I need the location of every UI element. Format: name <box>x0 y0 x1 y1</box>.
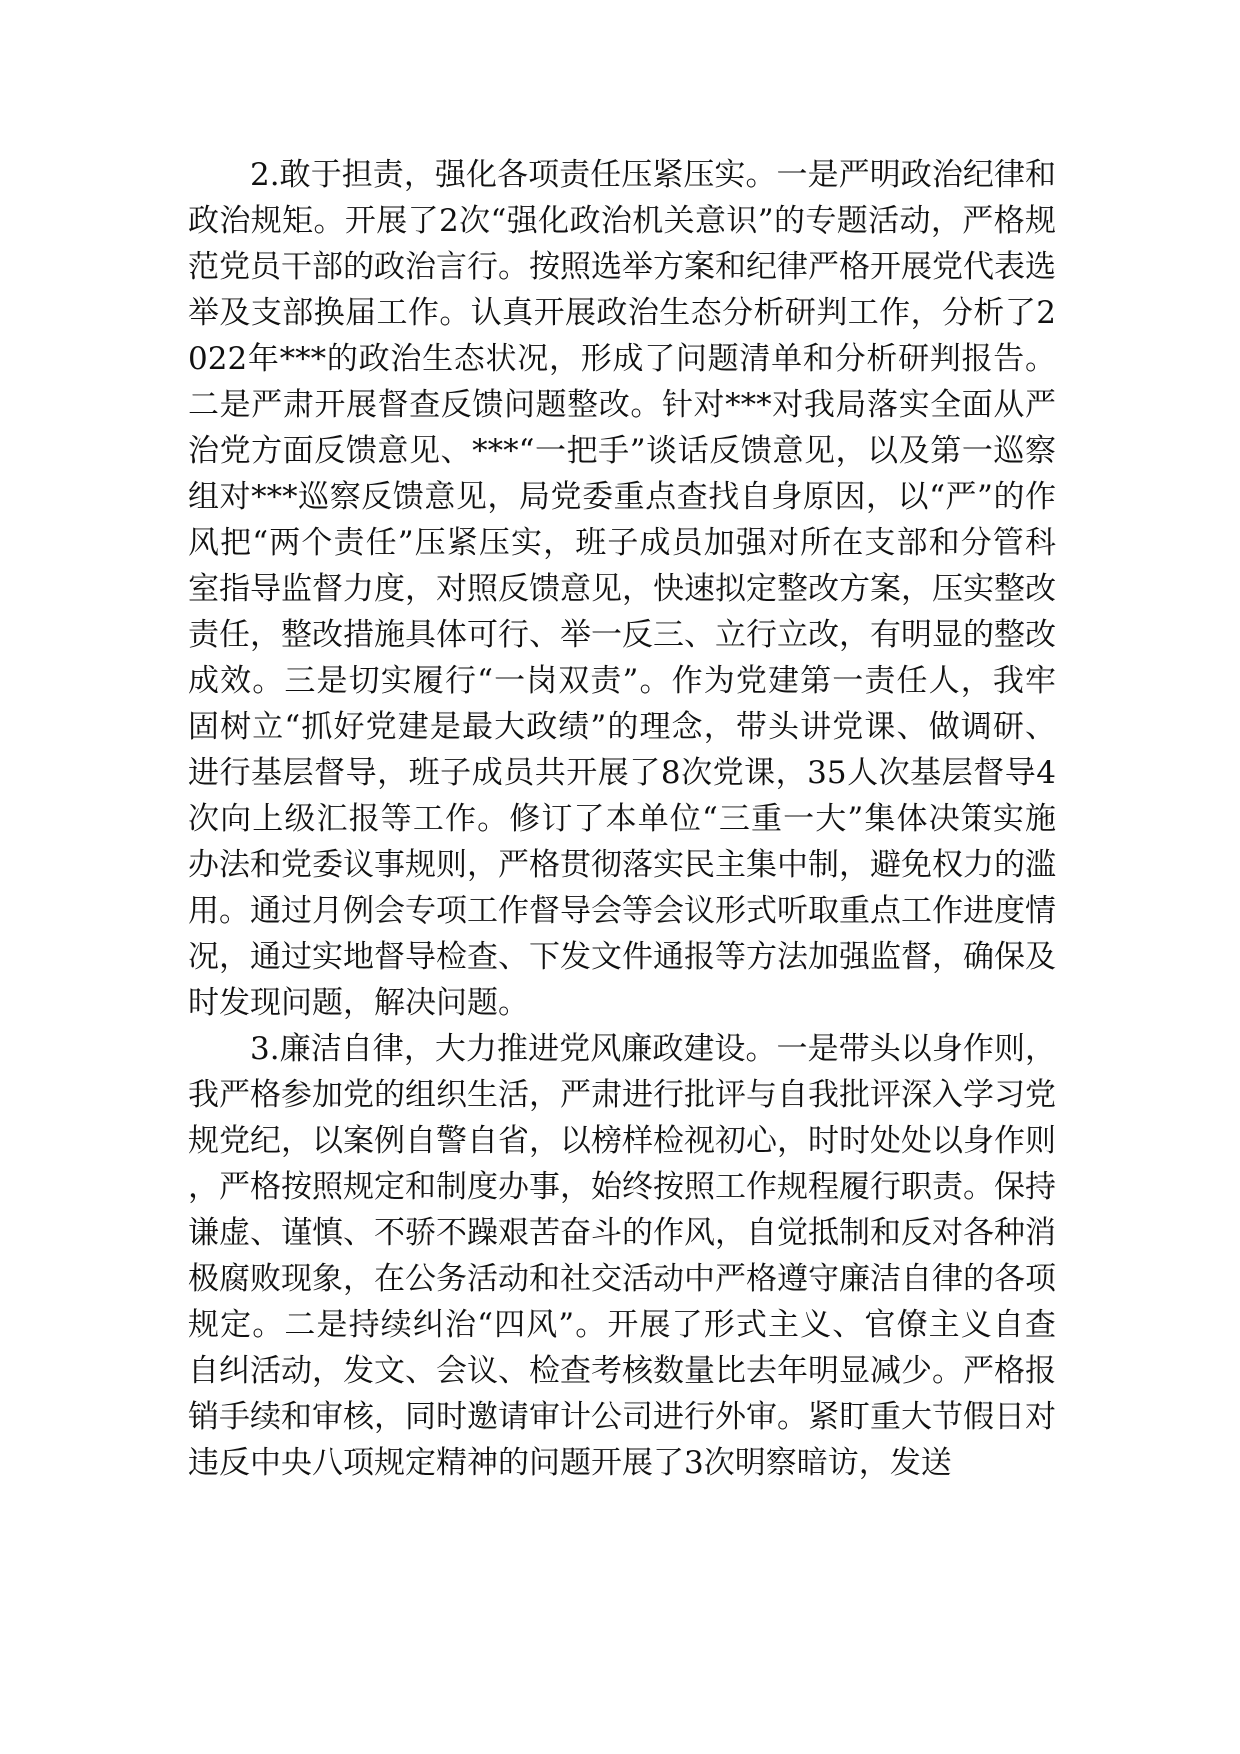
document-body <box>188 152 1056 1486</box>
paragraph-accountability: 2.敢于担责，强化各项责任压紧压实。一是严明政治纪律和政治规矩。开展了2次“强化政治机关意识”的专题活动，严格规范党员干部的政治言行。按照选举方案和纪律严格开展党代表选举及支部换届工作。认真开展政治生态分析研判工作，分析了2022年***的政治生态状况，形成了问题清单和分析研判报告。二是严肃开展督查反馈问题整改。针对***对我局落实全面从严治党方面反馈意见、***“一把手”谈话反馈意见，以及第一巡察组对***巡察反馈意见，局党委重点查找自身原因，以“严”的作风把“两个责任”压紧压实，班子成员加强对所在支部和分管科室指导监督力度，对照反馈意见，快速拟定整改方案，压实整改责任，整改措施具体可行、举一反三、立行立改，有明显的整改成效。三是切实履行“一岗双责”。作为党建第一责任人，我牢固树立“抓好党建是最大政绩”的理念，带头讲党课、做调研、进行基层督导，班子成员共开展了8次党课，35人次基层督导4次向上级汇报等工作。修订了本单位“三重一大”集体决策实施办法和党委议事规则，严格贯彻落实民主集中制，避免权力的滥用。通过月例会专项工作督导会等会议形式听取重点工作进度情况，通过实地督导检查、下发文件通报等方法加强监督，确保及时发现问题，解决问题。 <box>188 157 1056 1021</box>
paragraph-integrity: 3.廉洁自律，大力推进党风廉政建设。一是带头以身作则，我严格参加党的组织生活，严肃进行批评与自我批评深入学习党规党纪，以案例自警自省，以榜样检视初心，时时处处以身作则，严格按照规定和制度办事，始终按照工作规程履行职责。保持谦虚、谨慎、不骄不躁艰苦奋斗的作风，自觉抵制和反对各种消极腐败现象，在公务活动和社交活动中严格遵守廉洁自律的各项规定。二是持续纠治“四风”。开展了形式主义、官僚主义自查自纠活动，发文、会议、检查考核数量比去年明显减少。严格报销手续和审核，同时邀请审计公司进行外审。紧盯重大节假日对违反中央八项规定精神的问题开展了3次明察暗访，发送 <box>188 1031 1056 1481</box>
